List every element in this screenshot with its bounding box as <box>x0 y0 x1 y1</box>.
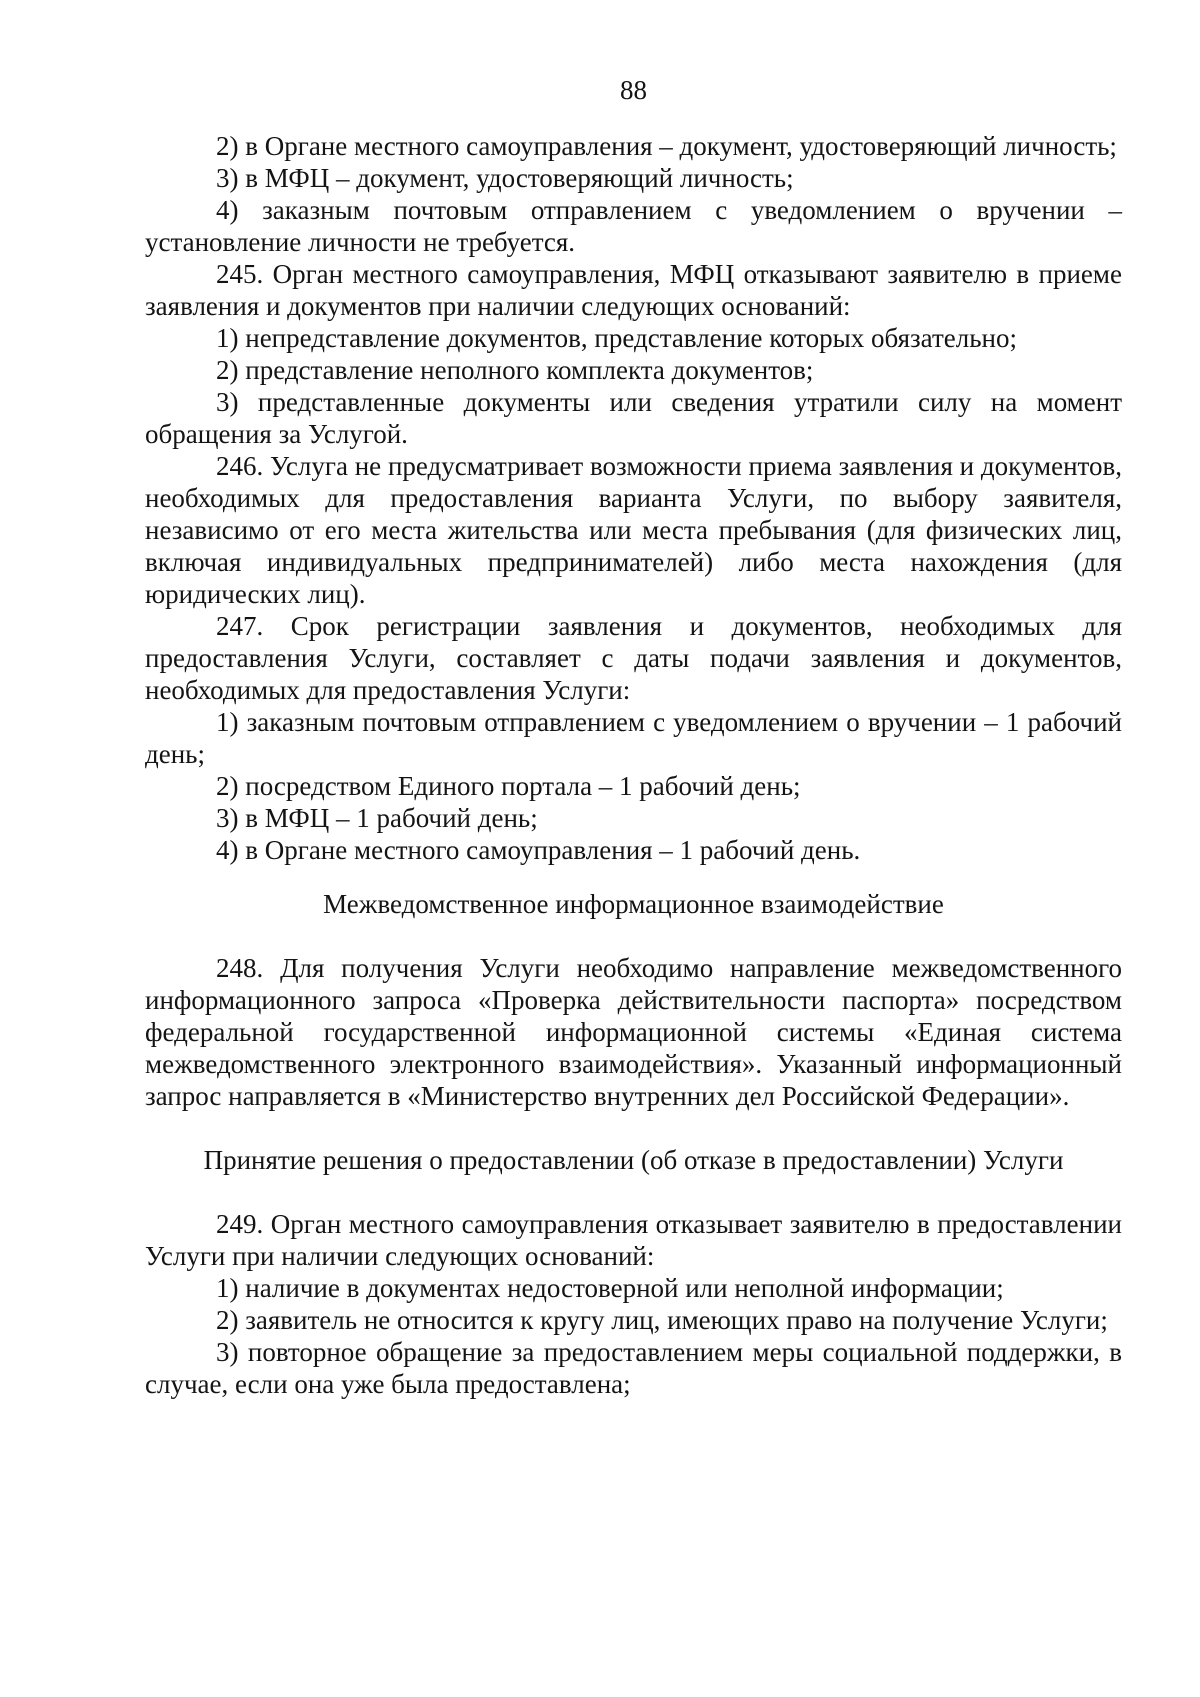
paragraph-247: 247. Срок регистрации заявления и документов, необходимых для предоставления Услуги, составляет с даты подачи заявления и документов, необходимых для предоставления Услуги: <box>145 611 1122 705</box>
paragraph-248: 248. Для получения Услуги необходимо направление межведомственного информационного запроса «Проверка действительности паспорта» посредством федеральной государственной информационной системы «Единая система межведомственного электронного взаимодействия». Указанный информационный запрос направляется в «Министерство внутренних дел Российской Федерации». <box>145 953 1122 1111</box>
paragraph: 1) наличие в документах недостоверной или неполной информации; <box>216 1273 1004 1303</box>
paragraph: 2) заявитель не относится к кругу лиц, имеющих право на получение Услуги; <box>216 1305 1108 1335</box>
paragraph: 2) в Органе местного самоуправления – документ, удостоверяющий личность; <box>216 131 1117 161</box>
section-heading: Межведомственное информационное взаимодействие <box>323 889 944 919</box>
paragraph-249: 249. Орган местного самоуправления отказывает заявителю в предоставлении Услуги при наличии следующих оснований: <box>145 1209 1122 1271</box>
paragraph-245: 245. Орган местного самоуправления, МФЦ отказывают заявителю в приеме заявления и документов при наличии следующих оснований: <box>145 259 1122 321</box>
paragraph: 1) непредставление документов, представление которых обязательно; <box>216 323 1017 353</box>
paragraph: 3) в МФЦ – документ, удостоверяющий личность; <box>216 163 794 193</box>
paragraph: 2) представление неполного комплекта документов; <box>216 355 814 385</box>
paragraph: 4) заказным почтовым отправлением с уведомлением о вручении – установление личности не требуется. <box>145 195 1122 257</box>
paragraph-246: 246. Услуга не предусматривает возможности приема заявления и документов, необходимых для предоставления варианта Услуги, по выбору заявителя, независимо от его места жительства или места пребывания (для физических лиц, включая индивидуальных предпринимателей) либо места нахождения (для юридических лиц). <box>145 451 1122 609</box>
paragraph: 3) повторное обращение за предоставлением меры социальной поддержки, в случае, если она уже была предоставлена; <box>145 1337 1122 1399</box>
paragraph: 3) представленные документы или сведения утратили силу на момент обращения за Услугой. <box>145 387 1122 449</box>
document-page <box>145 70 1122 1400</box>
section-heading: Принятие решения о предоставлении (об отказе в предоставлении) Услуги <box>203 1145 1064 1175</box>
paragraph: 4) в Органе местного самоуправления – 1 рабочий день. <box>216 835 861 865</box>
paragraph: 3) в МФЦ – 1 рабочий день; <box>216 803 538 833</box>
paragraph: 1) заказным почтовым отправлением с уведомлением о вручении – 1 рабочий день; <box>145 707 1122 769</box>
paragraph: 2) посредством Единого портала – 1 рабочий день; <box>216 771 801 801</box>
page-number: 88 <box>620 75 647 105</box>
